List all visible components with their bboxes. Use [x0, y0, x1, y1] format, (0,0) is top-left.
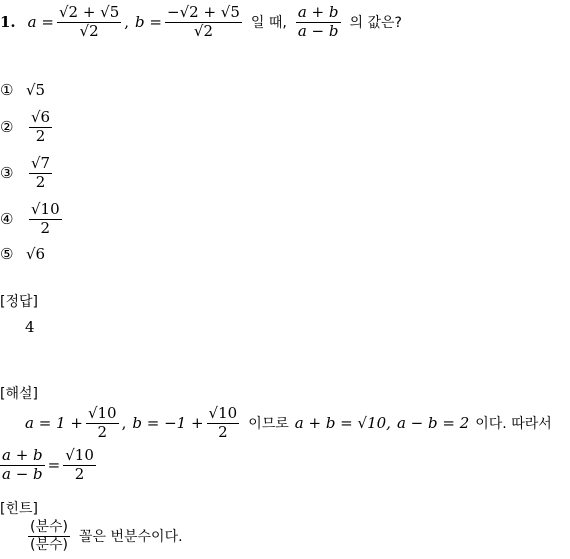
sol-ratio-fraction [0, 445, 45, 483]
hint-fraction [28, 520, 70, 552]
question-text-value: 의 값은? [349, 15, 402, 31]
sol-b-lhs: b = −1 + [132, 414, 204, 432]
choice-2-fraction [29, 107, 52, 145]
a-numerator: √2 + √5 [58, 2, 120, 21]
question-text-when: 일 때, [250, 15, 287, 31]
sol-a-denominator: 2 [97, 422, 108, 441]
choice-5[interactable] [0, 243, 45, 265]
choice-1-expr: √5 [26, 81, 46, 99]
sol-text-therefore: 이므로 [248, 416, 289, 432]
choice-4[interactable] [0, 198, 65, 240]
solution-header: [해설] [0, 386, 38, 402]
choice-1[interactable] [0, 79, 45, 101]
choice-4-denominator: 2 [40, 218, 51, 237]
sol-sum: a + b = √10, [294, 414, 391, 432]
ratio-denominator: a − b [297, 21, 339, 40]
sol-b-denominator: 2 [218, 422, 228, 441]
choice-4-marker: ④ [0, 210, 14, 228]
sol-ratio-numerator: a + b [2, 445, 43, 464]
b-denominator: √2 [193, 21, 213, 40]
ratio-fraction [296, 2, 341, 40]
choice-5-expr: √6 [26, 245, 46, 263]
hint-denominator: (분수) [30, 536, 68, 553]
sol-text-thus: 이다. 따라서 [475, 416, 552, 432]
choice-3-marker: ③ [0, 164, 14, 182]
a-denominator: √2 [79, 21, 99, 40]
hint-header: [힌트] [0, 501, 38, 517]
choice-3-numerator: √7 [31, 153, 51, 172]
b-fraction [165, 2, 242, 40]
sol-a-lhs: a = 1 + [25, 414, 83, 432]
ratio-numerator: a + b [297, 2, 339, 21]
choice-2[interactable] [0, 106, 55, 148]
choice-1-marker: ① [0, 81, 14, 99]
choice-2-numerator: √6 [31, 107, 51, 126]
solution-line-1: a = 1 + $\frac{√10}{2}$ , b = −1 + $\frac{√10}{2}$ 이므로 a + b = √10, a − b = 2 이다. 따라서 [25, 403, 552, 441]
choice-2-marker: ② [0, 118, 14, 136]
question-number: 1. [0, 13, 16, 31]
sol-a-fraction [86, 403, 119, 441]
choice-3-fraction [29, 153, 52, 191]
choice-3-denominator: 2 [35, 172, 46, 191]
choice-4-fraction [29, 199, 62, 237]
sol-b-fraction [207, 403, 240, 441]
sol-diff: a − b = 2 [396, 414, 470, 432]
hint-text: 꼴은 번분수이다. [78, 529, 183, 545]
hint-line [25, 514, 183, 558]
sol-result-denominator: 2 [74, 464, 85, 483]
a-fraction [57, 2, 121, 40]
sol-b-numerator: √10 [208, 403, 238, 422]
question-line: 1. a = $\frac{√2 + √5}{√2}$ , b = $\frac{-√2 + √5}{√2}$ 일 때, $\frac{a + b}{a - b}$ 의 값은? [0, 2, 402, 40]
b-lhs: b = [135, 13, 162, 31]
choice-2-denominator: 2 [35, 126, 46, 145]
sol-a-numerator: √10 [87, 403, 117, 422]
sol-result-numerator: √10 [65, 445, 94, 464]
sol-ratio-denominator: a − b [2, 464, 43, 483]
choice-4-numerator: √10 [31, 199, 60, 218]
answer-header: [정답] [0, 294, 38, 310]
choice-3[interactable] [0, 152, 55, 194]
b-numerator: −√2 + √5 [167, 2, 240, 21]
hint-numerator: (분수) [30, 518, 68, 535]
sol-result-fraction [63, 445, 96, 483]
sol-equals: = [47, 456, 61, 474]
answer-value: 4 [25, 318, 35, 336]
solution-line-2 [0, 444, 99, 486]
a-lhs: a = [27, 13, 54, 31]
choice-5-marker: ⑤ [0, 245, 14, 263]
